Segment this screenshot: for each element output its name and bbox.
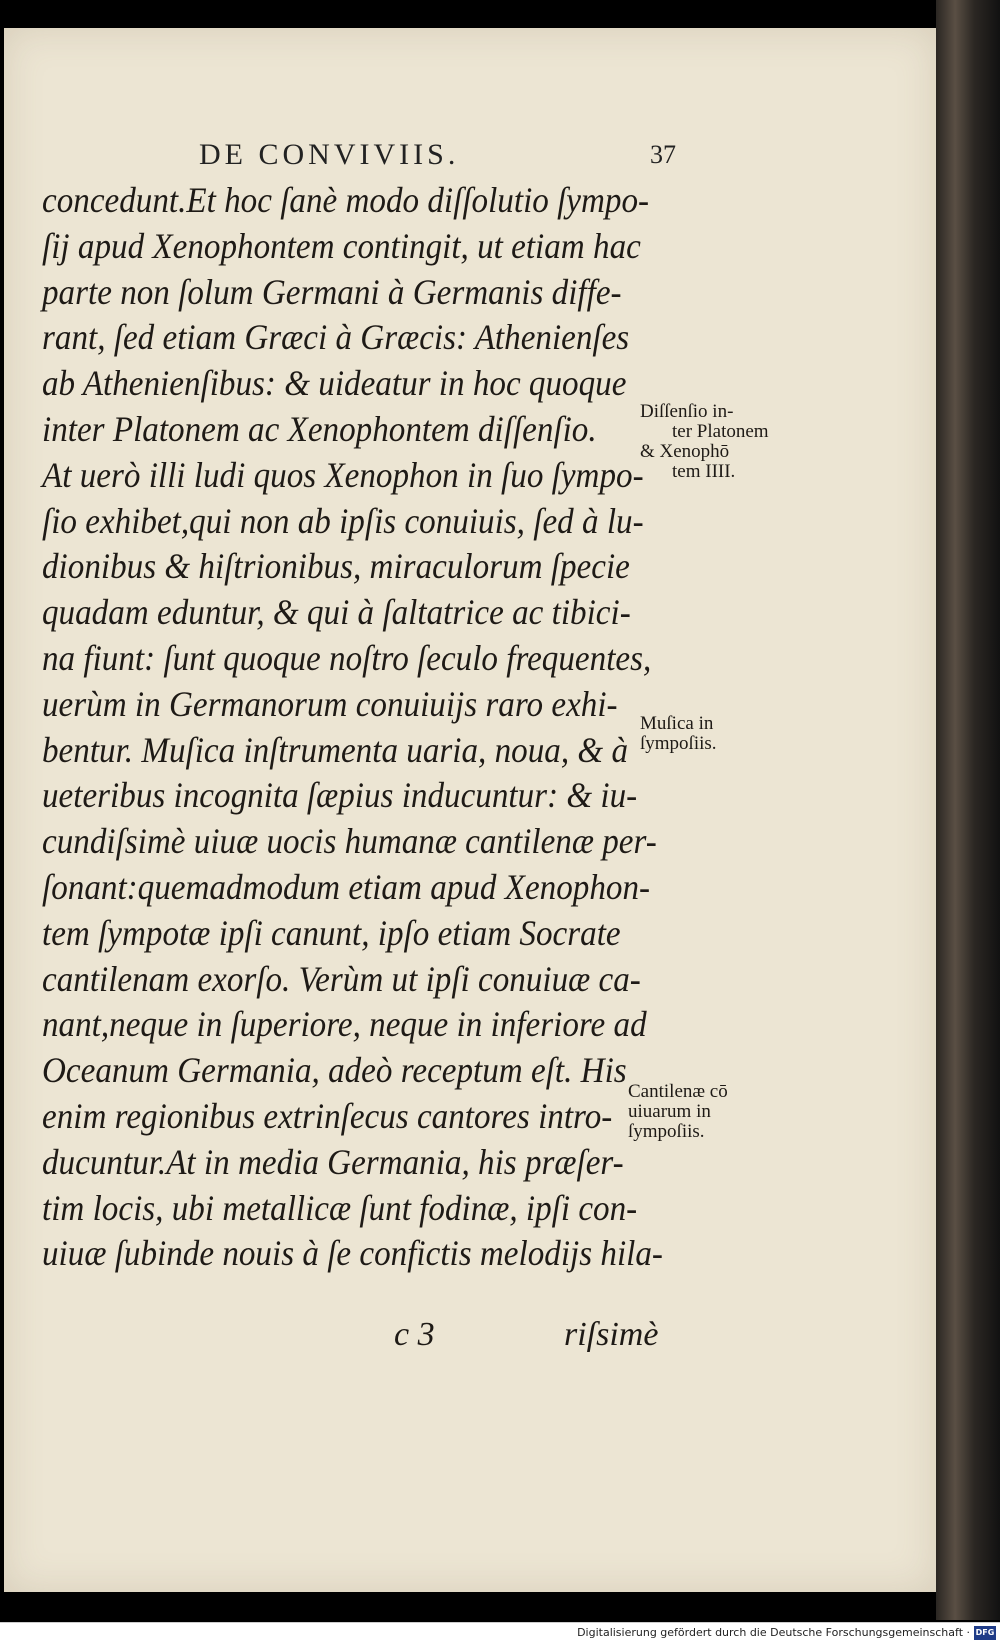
text-line: na fiunt: ſunt quoque noſtro ſeculo frequentes, xyxy=(42,637,652,678)
marginal-note-dissensio xyxy=(640,402,769,482)
text-line: ab Athenienſibus: & uideatur in hoc quoque xyxy=(42,363,627,404)
note-line: Muſica in xyxy=(640,713,714,734)
text-line: At uerò illi ludi quos Xenophon in ſuo ſympo- xyxy=(42,454,644,495)
text-line: bentur. Muſica inſtrumenta uaria, noua, & à xyxy=(42,729,629,770)
text-line: ſij apud Xenophontem contingit, ut etiam hac xyxy=(42,225,641,266)
text-line: ueteribus incognita ſæpius inducuntur: & iu- xyxy=(42,775,638,816)
text-line: tem ſympotæ ipſi canunt, ipſo etiam Socrate xyxy=(42,912,621,953)
page-header xyxy=(4,138,936,172)
marginal-note-cantilenae xyxy=(628,1082,728,1142)
text-line: parte non ſolum Germani à Germanis diffe- xyxy=(42,271,622,312)
text-line: ſio exhibet,qui non ab ipſis conuiuis, ſed à lu- xyxy=(42,500,644,541)
footer-bar xyxy=(0,1622,1000,1645)
running-title: DE CONVIVIIS. xyxy=(199,138,460,171)
text-line: tim locis, ubi metallicæ ſunt fodinæ, ipſi con- xyxy=(42,1187,638,1228)
signature-line xyxy=(4,1316,936,1356)
note-line: uiuarum in xyxy=(628,1101,711,1122)
text-line: rant, ſed etiam Græci à Græcis: Athenienſes xyxy=(42,317,630,358)
note-line: ſympoſiis. xyxy=(628,1121,705,1142)
note-line: & Xenophō xyxy=(640,441,730,462)
text-line: ſonant:quemadmodum etiam apud Xenophon- xyxy=(42,866,651,907)
text-line: ducuntur.At in media Germania, his præſer- xyxy=(42,1141,624,1182)
text-line: nant,neque in ſuperiore, neque in inferiore ad xyxy=(42,1004,647,1045)
text-line: enim regionibus extrinſecus cantores intro- xyxy=(42,1095,613,1136)
body-text xyxy=(42,178,663,1277)
book-page xyxy=(4,28,936,1592)
marginal-note-musica xyxy=(640,714,717,754)
note-line: ter Platonem xyxy=(672,421,769,442)
note-line: tem IIII. xyxy=(672,461,736,482)
text-line: quadam eduntur, & qui à ſaltatrice ac tibici- xyxy=(42,592,631,633)
text-line: cundiſsimè uiuæ uocis humanæ cantilenæ per- xyxy=(42,821,657,862)
page-number: 37 xyxy=(650,140,676,169)
note-line: Cantilenæ cō xyxy=(628,1081,728,1102)
text-line: concedunt.Et hoc ſanè modo diſſolutio ſympo- xyxy=(42,180,650,220)
book-edge xyxy=(936,0,1000,1620)
text-line: uerùm in Germanorum conuiuijs raro exhi- xyxy=(42,683,618,724)
catchword: riſsimè xyxy=(564,1316,659,1353)
text-line: Oceanum Germania, adeò receptum eſt. His xyxy=(42,1050,627,1091)
text-line: inter Platonem ac Xenophontem diſſenſio. xyxy=(42,408,597,449)
text-line: uiuæ ſubinde nouis à ſe confictis melodijs hila- xyxy=(42,1233,663,1274)
text-line: cantilenam exorſo. Verùm ut ipſi conuiuæ ca- xyxy=(42,958,641,999)
note-line: ſympoſiis. xyxy=(640,733,717,754)
note-line: Diſſenſio in- xyxy=(640,401,734,422)
funding-credit: Digitalisierung gefördert durch die Deutsche Forschungsgemeinschaft · xyxy=(577,1626,970,1639)
dfg-logo: DFG xyxy=(974,1626,996,1640)
text-line: dionibus & hiſtrionibus, miraculorum ſpecie xyxy=(42,546,630,587)
signature-mark: c 3 xyxy=(394,1316,435,1353)
